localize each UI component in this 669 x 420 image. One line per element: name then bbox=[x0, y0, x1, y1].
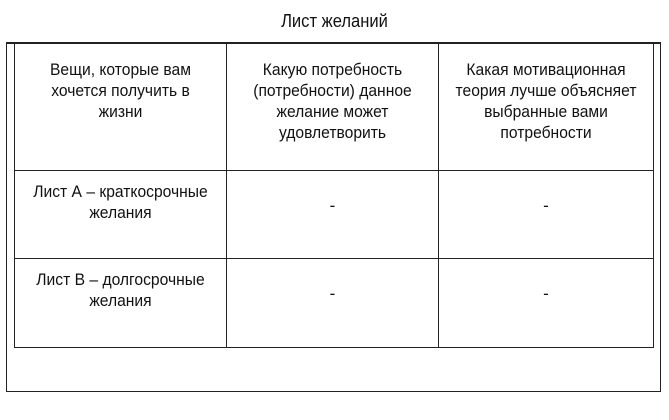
need-value: - bbox=[329, 196, 336, 215]
column-header-things-text: Вещи, которые вам хочется получить в жизни bbox=[49, 60, 192, 121]
table-row bbox=[15, 259, 654, 348]
column-header-theory-text: Какая мотивационная теория лучше объясняет выбранные вами потребности bbox=[455, 60, 637, 142]
column-header-things bbox=[15, 43, 227, 171]
row-label-cell bbox=[15, 259, 227, 348]
column-header-theory bbox=[439, 43, 654, 171]
row-label-cell bbox=[15, 171, 227, 259]
column-header-needs-text: Какую потребность (потребности) данное желание может удовлетворить bbox=[253, 60, 412, 142]
column-header-needs bbox=[227, 43, 439, 171]
table-header-row bbox=[15, 43, 654, 171]
row-label-long-term: Лист В – долгосрочные желания bbox=[36, 270, 205, 310]
need-value: - bbox=[329, 284, 336, 303]
theory-value: - bbox=[543, 284, 549, 303]
need-cell bbox=[227, 259, 439, 348]
row-label-short-term: Лист А – краткосрочные желания bbox=[33, 182, 208, 222]
wish-list-table bbox=[14, 42, 654, 348]
table-row bbox=[15, 171, 654, 259]
need-cell bbox=[227, 171, 439, 259]
page-title: Лист желаний bbox=[281, 11, 388, 31]
theory-cell bbox=[439, 171, 654, 259]
theory-cell bbox=[439, 259, 654, 348]
theory-value: - bbox=[543, 196, 549, 215]
